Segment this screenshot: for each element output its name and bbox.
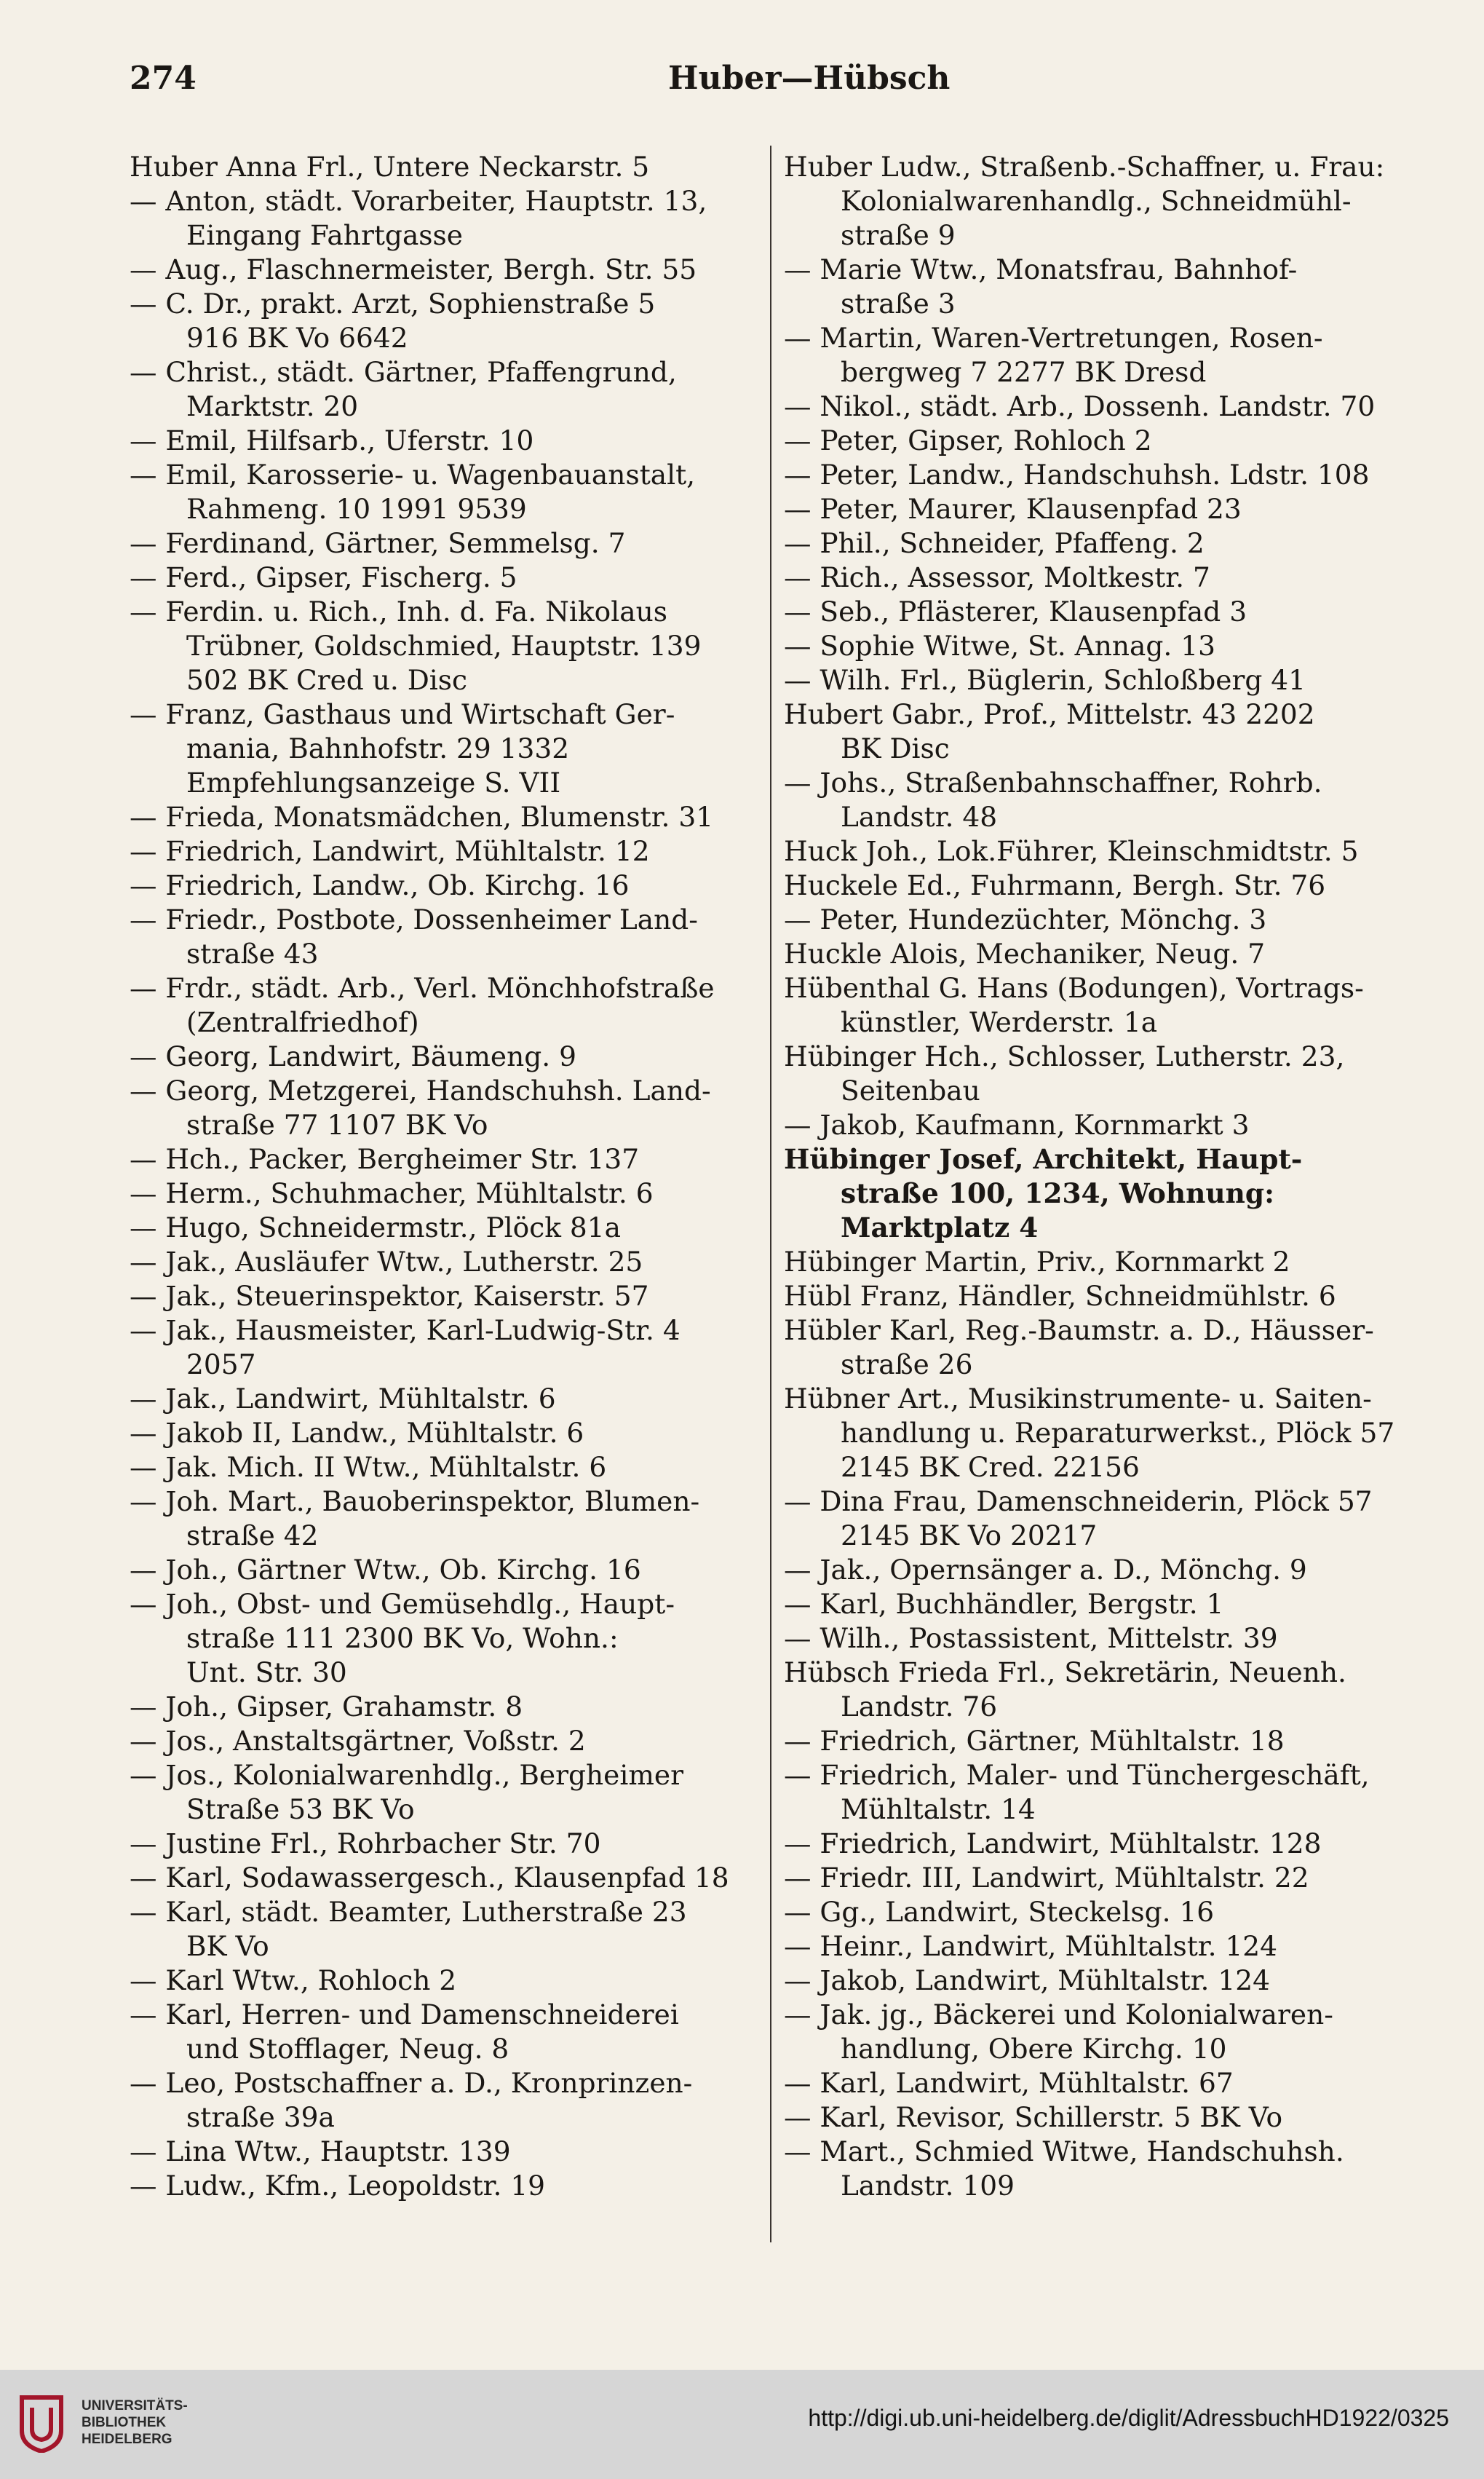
directory-line: — Friedrich, Landw., Ob. Kirchg. 16 [130,869,630,901]
directory-line: 2145 BK Vo 20217 [841,1519,1098,1551]
directory-line: — Karl, Buchhändler, Bergstr. 1 [784,1588,1224,1620]
directory-line: — Justine Frl., Rohrbacher Str. 70 [130,1827,601,1859]
directory-line: Hübinger Hch., Schlosser, Lutherstr. 23, [784,1040,1345,1072]
directory-line: — Friedrich, Maler- und Tünchergeschäft, [784,1759,1370,1791]
directory-line: — Hugo, Schneidermstr., Plöck 81a [130,1211,621,1244]
directory-line: Huckle Alois, Mechaniker, Neug. 7 [784,938,1266,970]
directory-line: handlung u. Reparaturwerkst., Plöck 57 [841,1417,1395,1449]
directory-line: straße 42 [186,1519,319,1551]
directory-line: — Seb., Pflästerer, Klausenpfad 3 [784,596,1247,628]
directory-line: — Ferdin. u. Rich., Inh. d. Fa. Nikolaus [130,596,667,628]
directory-line: — Aug., Flaschnermeister, Bergh. Str. 55 [130,253,697,285]
directory-line: — Frieda, Monatsmädchen, Blumenstr. 31 [130,801,714,833]
directory-line: handlung, Obere Kirchg. 10 [841,2033,1227,2065]
directory-line: — Friedr., Postbote, Dossenheimer Land- [130,904,698,936]
footer-bar [0,2370,1484,2479]
directory-line: — Wilh. Frl., Büglerin, Schloßberg 41 [784,664,1306,696]
directory-line: Trübner, Goldschmied, Hauptstr. 139 [186,630,702,662]
directory-line: — Georg, Landwirt, Bäumeng. 9 [130,1040,576,1072]
directory-line: — Friedrich, Landwirt, Mühltalstr. 128 [784,1827,1322,1859]
directory-line: straße 3 [841,288,956,320]
directory-line: — Friedrich, Landwirt, Mühltalstr. 12 [130,835,650,867]
directory-line: — Karl, städt. Beamter, Lutherstraße 23 [130,1896,687,1928]
directory-line: Marktstr. 20 [186,390,359,422]
directory-line: Marktplatz 4 [841,1211,1039,1244]
directory-line: BK Vo [186,1930,269,1962]
page-number: 274 [130,60,197,97]
directory-line: Mühltalstr. 14 [841,1793,1036,1825]
directory-line: — Jak., Opernsänger a. D., Mönchg. 9 [784,1554,1307,1586]
directory-line: — Anton, städt. Vorarbeiter, Hauptstr. 13, [130,185,707,217]
directory-line: — Georg, Metzgerei, Handschuhsh. Land- [130,1075,711,1107]
directory-line: — Peter, Gipser, Rohloch 2 [784,424,1152,456]
directory-line: 2057 [186,1348,256,1380]
directory-line: Hübl Franz, Händler, Schneidmühlstr. 6 [784,1280,1336,1312]
directory-line: straße 100, 1234, Wohnung: [841,1177,1274,1209]
directory-line: — Peter, Landw., Handschuhsh. Ldstr. 108 [784,459,1370,491]
directory-line: — Rich., Assessor, Moltkestr. 7 [784,561,1210,593]
directory-line: — Heinr., Landwirt, Mühltalstr. 124 [784,1930,1278,1962]
directory-line: — Jak., Landwirt, Mühltalstr. 6 [130,1383,556,1415]
directory-line: Huber Anna Frl., Untere Neckarstr. 5 [130,151,650,183]
directory-line: — Mart., Schmied Witwe, Handschuhsh. [784,2135,1344,2167]
directory-line: straße 77 1107 BK Vo [186,1109,488,1141]
directory-line: straße 26 [841,1348,973,1380]
directory-line: — Johs., Straßenbahnschaffner, Rohrb. [784,767,1322,799]
directory-line: — Friedrich, Gärtner, Mühltalstr. 18 [784,1725,1285,1757]
directory-line: Landstr. 109 [841,2170,1015,2202]
library-logo-icon [16,2393,67,2453]
library-name-line: HEIDELBERG [82,2432,172,2447]
directory-line: — Jak. Mich. II Wtw., Mühltalstr. 6 [130,1451,607,1483]
directory-line: — Hch., Packer, Bergheimer Str. 137 [130,1143,640,1175]
directory-line: — Jakob II, Landw., Mühltalstr. 6 [130,1417,584,1449]
directory-line: — Karl, Herren- und Damenschneiderei [130,1998,679,2031]
directory-line: — Sophie Witwe, St. Annag. 13 [784,630,1215,662]
directory-line: — Jak., Steuerinspektor, Kaiserstr. 57 [130,1280,649,1312]
directory-line: Hubert Gabr., Prof., Mittelstr. 43 2202 [784,698,1315,730]
directory-line: — Joh., Obst- und Gemüsehdlg., Haupt- [130,1588,675,1620]
directory-line: — Wilh., Postassistent, Mittelstr. 39 [784,1622,1278,1654]
directory-line: — Franz, Gasthaus und Wirtschaft Ger- [130,698,675,730]
directory-line: — Joh. Mart., Bauoberinspektor, Blumen- [130,1485,700,1517]
directory-line: — Emil, Karosserie- u. Wagenbauanstalt, [130,459,696,491]
directory-line: Hübler Karl, Reg.-Baumstr. a. D., Häusser- [784,1314,1374,1346]
directory-line: 502 BK Cred u. Disc [186,664,468,696]
directory-line: Huck Joh., Lok.Führer, Kleinschmidtstr. 5 [784,835,1359,867]
directory-line: Kolonialwarenhandlg., Schneidmühl- [841,185,1352,217]
page-header [130,60,1426,111]
directory-line: — Gg., Landwirt, Steckelsg. 16 [784,1896,1215,1928]
library-name-line: UNIVERSITÄTS- [82,2398,188,2413]
directory-line: Landstr. 76 [841,1691,998,1723]
directory-line: — Jakob, Kaufmann, Kornmarkt 3 [784,1109,1250,1141]
directory-line: — C. Dr., prakt. Arzt, Sophienstraße 5 [130,288,656,320]
directory-line: Eingang Fahrtgasse [186,219,463,251]
directory-line: — Jak. jg., Bäckerei und Kolonialwaren- [784,1998,1333,2031]
directory-line: — Peter, Maurer, Klausenpfad 23 [784,493,1242,525]
right-column [784,150,1424,2203]
directory-line: — Karl, Revisor, Schillerstr. 5 BK Vo [784,2101,1283,2133]
directory-line: Hübinger Martin, Priv., Kornmarkt 2 [784,1246,1290,1278]
directory-line: — Ferdinand, Gärtner, Semmelsg. 7 [130,527,626,559]
directory-line: straße 111 2300 BK Vo, Wohn.: [186,1622,619,1654]
directory-line: Hübner Art., Musikinstrumente- u. Saiten- [784,1383,1372,1415]
directory-line: und Stofflager, Neug. 8 [186,2033,509,2065]
directory-line: — Christ., städt. Gärtner, Pfaffengrund, [130,356,677,388]
directory-line: — Phil., Schneider, Pfaffeng. 2 [784,527,1205,559]
library-name-line: BIBLIOTHEK [82,2415,167,2430]
left-column [130,150,759,2203]
directory-line: — Lina Wtw., Hauptstr. 139 [130,2135,511,2167]
directory-line: 2145 BK Cred. 22156 [841,1451,1140,1483]
directory-line: — Jos., Anstaltsgärtner, Voßstr. 2 [130,1725,586,1757]
library-name [82,2397,188,2448]
column-divider [770,146,771,2242]
directory-line: — Jak., Hausmeister, Karl-Ludwig-Str. 4 [130,1314,681,1346]
directory-line: Empfehlungsanzeige S. VII [186,767,561,799]
directory-line: — Jak., Ausläufer Wtw., Lutherstr. 25 [130,1246,643,1278]
directory-line: (Zentralfriedhof) [186,1006,419,1038]
directory-line: künstler, Werderstr. 1a [841,1006,1158,1038]
directory-line: — Nikol., städt. Arb., Dossenh. Landstr. 70 [784,390,1376,422]
directory-line: Hübsch Frieda Frl., Sekretärin, Neuenh. [784,1656,1346,1688]
directory-line: — Emil, Hilfsarb., Uferstr. 10 [130,424,534,456]
directory-line: Seitenbau [841,1075,980,1107]
directory-line: straße 39a [186,2101,335,2133]
directory-line: — Dina Frau, Damenschneiderin, Plöck 57 [784,1485,1373,1517]
directory-line: Hübinger Josef, Architekt, Haupt- [784,1143,1303,1175]
directory-line: — Karl, Sodawassergesch., Klausenpfad 18 [130,1862,729,1894]
directory-line: — Jos., Kolonialwarenhdlg., Bergheimer [130,1759,684,1791]
directory-line: BK Disc [841,732,950,764]
directory-line: straße 9 [841,219,956,251]
directory-line: — Frdr., städt. Arb., Verl. Mönchhofstraße [130,972,715,1004]
directory-line: bergweg 7 2277 BK Dresd [841,356,1207,388]
directory-line: Huber Ludw., Straßenb.-Schaffner, u. Frau: [784,151,1385,183]
directory-line: Unt. Str. 30 [186,1656,347,1688]
directory-line: — Marie Wtw., Monatsfrau, Bahnhof- [784,253,1298,285]
directory-line: — Karl, Landwirt, Mühltalstr. 67 [784,2067,1234,2099]
directory-line: — Peter, Hundezüchter, Mönchg. 3 [784,904,1267,936]
directory-line: — Friedr. III, Landwirt, Mühltalstr. 22 [784,1862,1309,1894]
source-url-link[interactable]: http://digi.ub.uni-heidelberg.de/diglit/AdressbuchHD1922/0325 [808,2405,1449,2431]
directory-line: Huckele Ed., Fuhrmann, Bergh. Str. 76 [784,869,1326,901]
directory-line: — Herm., Schuhmacher, Mühltalstr. 6 [130,1177,654,1209]
directory-line: — Ferd., Gipser, Fischerg. 5 [130,561,517,593]
directory-line: — Jakob, Landwirt, Mühltalstr. 124 [784,1964,1270,1996]
directory-line: — Karl Wtw., Rohloch 2 [130,1964,457,1996]
directory-line: Hübenthal G. Hans (Bodungen), Vortrags- [784,972,1364,1004]
directory-line: — Joh., Gipser, Grahamstr. 8 [130,1691,523,1723]
directory-line: straße 43 [186,938,319,970]
directory-line: mania, Bahnhofstr. 29 1332 [186,732,570,764]
directory-line: Straße 53 BK Vo [186,1793,415,1825]
directory-line: — Martin, Waren-Vertretungen, Rosen- [784,322,1323,354]
directory-line: — Leo, Postschaffner a. D., Kronprinzen- [130,2067,693,2099]
directory-line: 916 BK Vo 6642 [186,322,408,354]
directory-line: — Joh., Gärtner Wtw., Ob. Kirchg. 16 [130,1554,641,1586]
directory-line: Rahmeng. 10 1991 9539 [186,493,527,525]
directory-line: Landstr. 48 [841,801,998,833]
directory-line: — Ludw., Kfm., Leopoldstr. 19 [130,2170,546,2202]
running-head: Huber—Hübsch [668,60,951,97]
